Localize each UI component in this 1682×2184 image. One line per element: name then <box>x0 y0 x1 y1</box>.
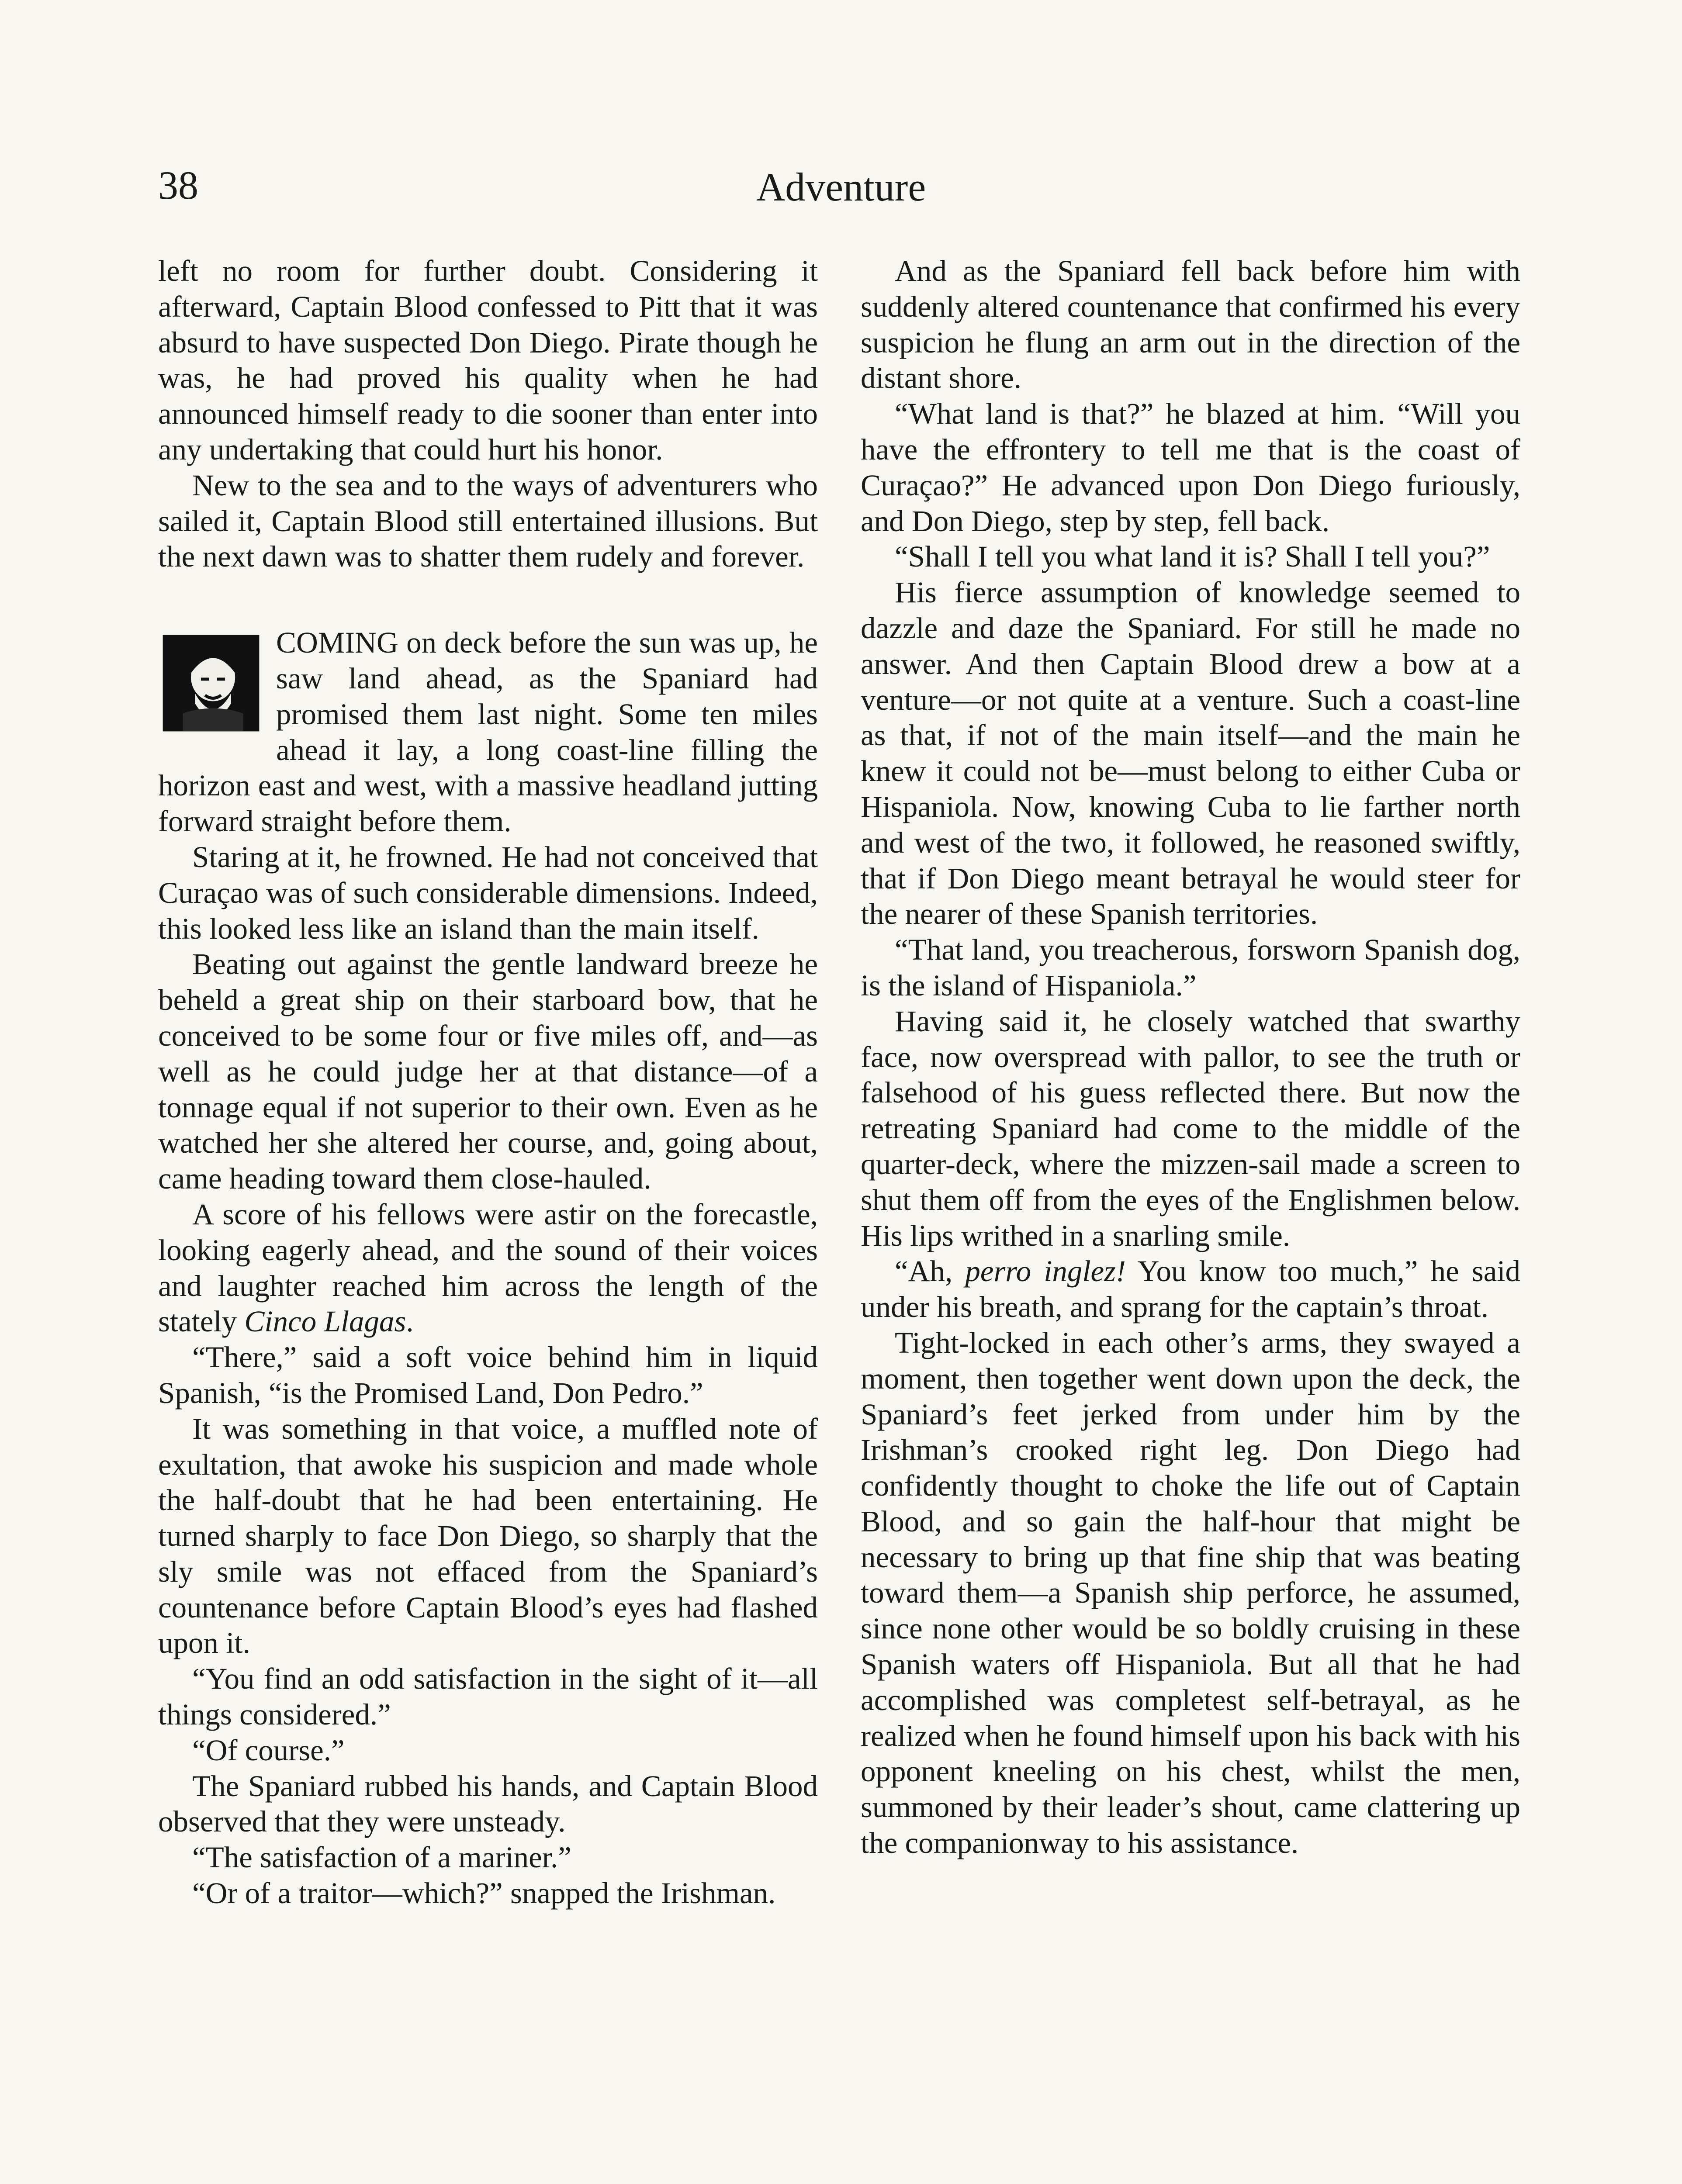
paragraph: “The satisfaction of a mariner.” <box>192 1841 571 1874</box>
paragraph: “There,” said a soft voice behind him in liquid Spanish, “is the Promised Land, Don Pedro.” <box>158 1341 818 1410</box>
paragraph: Staring at it, he frowned. He had not conceived that Curaçao was of such considerable dimensions. Indeed, this looked less like an island than the main itself. <box>158 840 818 945</box>
paragraph-text: A score of his fellows were astir on the forecastle, looking eagerly ahead, and the sound of their voices and laughter reached him across the length of the stately <box>158 1197 818 1338</box>
paragraph: left no room for further doubt. Considering it afterward, Captain Blood confessed to Pitt that it was absurd to have suspected Don Diego. Pirate though he was, he had proved his quality when he had announced himself ready to die sooner than enter into any undertaking that could hurt his honor. <box>158 254 818 466</box>
decorative-portrait-icon <box>161 633 261 733</box>
left-column <box>158 253 818 1911</box>
paragraph: “That land, you treacherous, forsworn Spanish dog, is the island of Hispaniola.” <box>861 933 1520 1002</box>
paragraph: New to the sea and to the ways of adventurers who sailed it, Captain Blood still entertained illusions. But the next dawn was to shatter them rudely and forever. <box>158 468 818 574</box>
section-opening <box>158 625 818 840</box>
paragraph: “Of course.” <box>192 1733 345 1767</box>
running-head-title: Adventure <box>756 165 926 209</box>
page-number: 38 <box>158 163 198 207</box>
right-column <box>861 253 1520 1861</box>
ship-name: Cinco Llagas <box>244 1305 406 1338</box>
paragraph: Tight-locked in each other’s arms, they swayed a moment, then together went down upon the deck, the Spaniard’s feet jerked from under him by the Irishman’s crooked right leg. Don Diego had confidently thought to choke the life out of Captain Blood, and so gain the half-hour that might be necessary to bring up that fine ship that was beating toward them—a Spanish ship perforce, he assumed, since none other would be so boldly cruising in these Spanish waters off Hispaniola. But all that he had accomplished was completest self-betrayal, as he realized when he found himself upon his back with his opponent kneeling on his chest, whilst the men, summoned by their leader’s shout, came clattering up the companionway to his assistance. <box>861 1326 1520 1860</box>
paragraph: His fierce assumption of knowledge seemed to dazzle and daze the Spaniard. For still he made no answer. And then Captain Blood drew a bow at a venture—or not quite at a venture. Such a coast-line as that, if not of the main itself—and the main he knew it could not be—must belong to either Cuba or Hispaniola. Now, knowing Cuba to lie farther north and west of the two, it followed, he reasoned swiftly, that if Don Diego meant betrayal he would steer for the nearer of these Spanish territories. <box>861 576 1520 931</box>
spanish-phrase: perro inglez! <box>965 1254 1126 1288</box>
paragraph: “Or of a traitor—which?” snapped the Irishman. <box>192 1876 776 1910</box>
paragraph-text: You know too much,” he said under his breath, and sprang for the captain’s throat. <box>861 1254 1520 1324</box>
section-break <box>158 575 818 625</box>
paragraph: It was something in that voice, a muffled note of exultation, that awoke his suspicion and made whole the half-doubt that he had been entertaining. He turned sharply to face Don Diego, so sharply that the sly smile was not effaced from the Spaniard’s countenance before Captain Blood’s eyes had flashed upon it. <box>158 1412 818 1660</box>
paragraph-text: . <box>406 1305 414 1338</box>
paragraph: Having said it, he closely watched that swarthy face, now overspread with pallor, to see the truth or falsehood of his guess reflected there. But now the retreating Spaniard had come to the middle of the quarter-deck, where the mizzen-sail made a screen to shut them off from the eyes of the Englishmen below. His lips writhed in a snarling smile. <box>861 1004 1520 1252</box>
paragraph: “What land is that?” he blazed at him. “Will you have the effrontery to tell me that is the coast of Curaçao?” He advanced upon Don Diego furiously, and Don Diego, step by step, fell back. <box>861 397 1520 538</box>
paragraph: Beating out against the gentle landward breeze he beheld a great ship on their starboard bow, that he conceived to be some four or five miles off, and—as well as he could judge her at that distance—of a tonnage equal if not superior to their own. Even as he watched her she altered her course, and, going about, came heading toward them close-hauled. <box>158 947 818 1196</box>
paragraph <box>158 1197 818 1340</box>
paragraph-text: “Ah, <box>895 1254 966 1288</box>
paragraph <box>861 1254 1520 1325</box>
paragraph: “Shall I tell you what land it is? Shall I tell you?” <box>895 540 1490 574</box>
paragraph: The Spaniard rubbed his hands, and Captain Blood observed that they were unsteady. <box>158 1769 818 1838</box>
paragraph: And as the Spaniard fell back before him with suddenly altered countenance that confirmed his every suspicion he flung an arm out in the direction of the distant shore. <box>861 254 1520 395</box>
section-lead-word: COMING <box>276 626 398 660</box>
paragraph-text: on deck before the sun was up, he saw land ahead, as the Spaniard had promised them last night. Some ten miles ahead it lay, a long coast-line filling the horizon east and west, with a massive headland jutting forward straight before them. <box>158 626 818 838</box>
paragraph: “You find an odd satisfaction in the sight of it—all things considered.” <box>158 1662 818 1731</box>
